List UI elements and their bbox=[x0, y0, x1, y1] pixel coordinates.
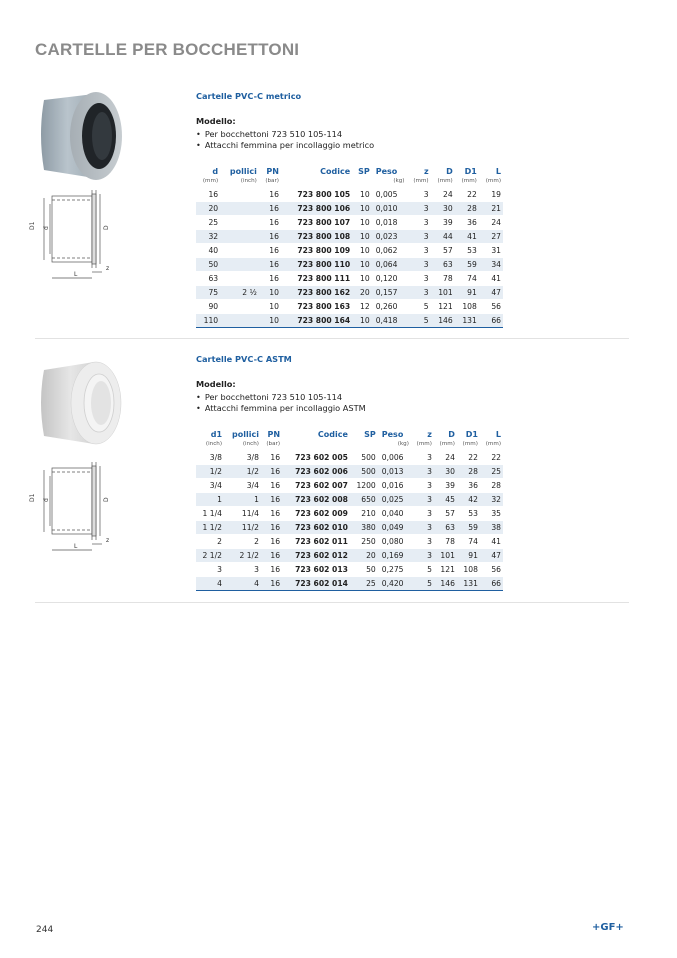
col-pn: 16 bbox=[259, 202, 281, 216]
col-z: 3 bbox=[411, 493, 434, 507]
column-header: Peso bbox=[381, 430, 404, 439]
dim-label-d: d bbox=[43, 226, 50, 230]
col-pollici bbox=[220, 314, 259, 328]
column-header: D1 bbox=[464, 167, 477, 176]
column-unit: (mm) bbox=[462, 441, 478, 447]
col-pollici bbox=[220, 258, 259, 272]
table-row bbox=[196, 202, 503, 216]
col-d: 25 bbox=[196, 216, 220, 230]
col-D: 24 bbox=[431, 188, 455, 202]
col-L: 25 bbox=[480, 465, 503, 479]
col-pollici bbox=[220, 216, 259, 230]
col-sp: 380 bbox=[350, 521, 378, 535]
column-header: z bbox=[427, 430, 432, 439]
section-title: Cartelle PVC-C ASTM bbox=[196, 354, 292, 364]
col-D: 24 bbox=[434, 451, 457, 465]
table-row bbox=[196, 244, 503, 258]
col-codice: 723 602 011 bbox=[282, 535, 350, 549]
col-d: 2 bbox=[196, 535, 224, 549]
col-L: 19 bbox=[479, 188, 503, 202]
col-sp: 10 bbox=[352, 314, 372, 328]
col-z: 3 bbox=[406, 244, 430, 258]
col-z: 3 bbox=[406, 272, 430, 286]
table-row bbox=[196, 479, 503, 493]
col-sp: 50 bbox=[350, 563, 378, 577]
column-unit: (bar) bbox=[265, 178, 279, 184]
spec-table-astm bbox=[196, 429, 503, 591]
col-pn: 16 bbox=[261, 493, 282, 507]
bullet-item: • Per bocchettoni 723 510 105-114 bbox=[196, 392, 366, 403]
column-header: pollici bbox=[229, 167, 257, 176]
col-z: 5 bbox=[406, 314, 430, 328]
col-L: 41 bbox=[480, 535, 503, 549]
col-codice: 723 602 014 bbox=[282, 577, 350, 591]
col-z: 3 bbox=[406, 230, 430, 244]
col-D1: 59 bbox=[457, 521, 480, 535]
col-D1: 131 bbox=[455, 314, 479, 328]
column-unit: (mm) bbox=[439, 441, 455, 447]
col-D1: 74 bbox=[455, 272, 479, 286]
table-row bbox=[196, 272, 503, 286]
col-codice: 723 800 108 bbox=[281, 230, 352, 244]
col-sp: 210 bbox=[350, 507, 378, 521]
col-peso: 0,016 bbox=[378, 479, 411, 493]
col-codice: 723 602 009 bbox=[282, 507, 350, 521]
col-codice: 723 800 164 bbox=[281, 314, 352, 328]
col-peso: 0,010 bbox=[372, 202, 407, 216]
table-row bbox=[196, 549, 503, 563]
col-L: 66 bbox=[480, 577, 503, 591]
col-peso: 0,275 bbox=[378, 563, 411, 577]
col-z: 3 bbox=[411, 549, 434, 563]
col-D: 63 bbox=[434, 521, 457, 535]
column-header: D bbox=[448, 430, 455, 439]
column-header: PN bbox=[267, 430, 281, 439]
col-codice: 723 602 005 bbox=[282, 451, 350, 465]
model-label: Modello: bbox=[196, 116, 236, 126]
col-pollici: 2 bbox=[224, 535, 261, 549]
col-pollici bbox=[220, 202, 259, 216]
col-pollici: 11/2 bbox=[224, 521, 261, 535]
header-row bbox=[196, 429, 503, 440]
table-row bbox=[196, 521, 503, 535]
col-peso: 0,013 bbox=[378, 465, 411, 479]
col-pn: 10 bbox=[259, 300, 281, 314]
col-peso: 0,025 bbox=[378, 493, 411, 507]
column-header: d1 bbox=[210, 430, 223, 439]
dim-label-d1: D1 bbox=[29, 221, 36, 230]
col-pn: 16 bbox=[261, 563, 282, 577]
col-sp: 1200 bbox=[350, 479, 378, 493]
col-sp: 500 bbox=[350, 451, 378, 465]
model-label: Modello: bbox=[196, 379, 236, 389]
col-z: 3 bbox=[406, 202, 430, 216]
col-L: 35 bbox=[480, 507, 503, 521]
column-header: SP bbox=[364, 430, 376, 439]
col-D: 78 bbox=[431, 272, 455, 286]
column-header: d bbox=[212, 167, 219, 176]
col-D: 57 bbox=[434, 507, 457, 521]
col-d: 20 bbox=[196, 202, 220, 216]
col-pollici: 4 bbox=[224, 577, 261, 591]
col-D: 121 bbox=[431, 300, 455, 314]
col-d: 1/2 bbox=[196, 465, 224, 479]
model-description bbox=[196, 379, 366, 414]
column-header: Codice bbox=[317, 430, 348, 439]
col-pn: 16 bbox=[261, 549, 282, 563]
column-unit: (mm) bbox=[416, 441, 432, 447]
col-pn: 16 bbox=[261, 451, 282, 465]
col-pollici: 3/4 bbox=[224, 479, 261, 493]
col-pn: 10 bbox=[259, 286, 281, 300]
col-D: 146 bbox=[431, 314, 455, 328]
col-d: 90 bbox=[196, 300, 220, 314]
dim-label-z: z bbox=[106, 537, 110, 544]
col-D1: 91 bbox=[457, 549, 480, 563]
divider bbox=[35, 338, 629, 339]
col-z: 3 bbox=[411, 521, 434, 535]
col-d: 2 1/2 bbox=[196, 549, 224, 563]
col-peso: 0,062 bbox=[372, 244, 407, 258]
column-unit: (inch) bbox=[240, 178, 257, 184]
col-pn: 16 bbox=[261, 507, 282, 521]
col-peso: 0,120 bbox=[372, 272, 407, 286]
column-unit: (bar) bbox=[266, 441, 281, 447]
column-unit bbox=[350, 440, 378, 451]
col-peso: 0,157 bbox=[372, 286, 407, 300]
column-unit: (mm) bbox=[413, 178, 429, 184]
col-D1: 22 bbox=[457, 451, 480, 465]
col-D1: 108 bbox=[455, 300, 479, 314]
col-z: 3 bbox=[406, 216, 430, 230]
column-unit bbox=[281, 177, 352, 188]
col-pn: 16 bbox=[259, 216, 281, 230]
col-z: 3 bbox=[406, 258, 430, 272]
col-D1: 53 bbox=[455, 244, 479, 258]
col-peso: 0,260 bbox=[372, 300, 407, 314]
col-D1: 28 bbox=[455, 202, 479, 216]
column-unit: (mm) bbox=[202, 178, 219, 184]
table-row bbox=[196, 300, 503, 314]
col-d: 3 bbox=[196, 563, 224, 577]
col-D1: 22 bbox=[455, 188, 479, 202]
divider bbox=[35, 602, 629, 603]
col-codice: 723 800 105 bbox=[281, 188, 352, 202]
table-row bbox=[196, 493, 503, 507]
column-header: pollici bbox=[232, 430, 259, 439]
col-L: 66 bbox=[479, 314, 503, 328]
col-sp: 10 bbox=[352, 188, 372, 202]
col-pn: 16 bbox=[261, 577, 282, 591]
col-codice: 723 800 109 bbox=[281, 244, 352, 258]
col-pollici bbox=[220, 188, 259, 202]
col-pn: 16 bbox=[259, 188, 281, 202]
dim-label-d1: D1 bbox=[29, 493, 36, 502]
col-pollici bbox=[220, 244, 259, 258]
col-D1: 131 bbox=[457, 577, 480, 591]
col-sp: 20 bbox=[350, 549, 378, 563]
model-description bbox=[196, 116, 374, 151]
col-peso: 0,169 bbox=[378, 549, 411, 563]
col-codice: 723 800 163 bbox=[281, 300, 352, 314]
bullet-item: • Attacchi femmina per incollaggio ASTM bbox=[196, 403, 366, 414]
col-sp: 10 bbox=[352, 202, 372, 216]
col-pollici: 1 bbox=[224, 493, 261, 507]
table-row bbox=[196, 535, 503, 549]
col-z: 3 bbox=[406, 286, 430, 300]
col-peso: 0,420 bbox=[378, 577, 411, 591]
table-row bbox=[196, 451, 503, 465]
col-L: 47 bbox=[480, 549, 503, 563]
column-header: L bbox=[495, 430, 501, 439]
table-row bbox=[196, 188, 503, 202]
column-header: SP bbox=[358, 167, 370, 176]
col-D: 39 bbox=[434, 479, 457, 493]
table-row bbox=[196, 286, 503, 300]
page-title: CARTELLE PER BOCCHETTONI bbox=[35, 40, 300, 59]
col-peso: 0,080 bbox=[378, 535, 411, 549]
col-d: 16 bbox=[196, 188, 220, 202]
col-sp: 12 bbox=[352, 300, 372, 314]
col-z: 3 bbox=[411, 535, 434, 549]
col-d: 1 1/2 bbox=[196, 521, 224, 535]
col-L: 31 bbox=[479, 244, 503, 258]
col-D1: 36 bbox=[455, 216, 479, 230]
col-codice: 723 800 111 bbox=[281, 272, 352, 286]
column-header: Peso bbox=[375, 167, 398, 176]
bullet-item: • Per bocchettoni 723 510 105-114 bbox=[196, 129, 374, 140]
col-D: 78 bbox=[434, 535, 457, 549]
technical-drawing-astm bbox=[30, 462, 125, 557]
col-codice: 723 602 010 bbox=[282, 521, 350, 535]
column-unit: (mm) bbox=[461, 178, 477, 184]
col-peso: 0,005 bbox=[372, 188, 407, 202]
col-codice: 723 800 106 bbox=[281, 202, 352, 216]
column-unit: (inch) bbox=[205, 441, 223, 447]
col-D: 57 bbox=[431, 244, 455, 258]
col-d: 1 1/4 bbox=[196, 507, 224, 521]
col-peso: 0,040 bbox=[378, 507, 411, 521]
col-L: 38 bbox=[480, 521, 503, 535]
col-L: 34 bbox=[479, 258, 503, 272]
col-pollici: 1/2 bbox=[224, 465, 261, 479]
col-d: 3/8 bbox=[196, 451, 224, 465]
col-D1: 42 bbox=[457, 493, 480, 507]
col-codice: 723 800 162 bbox=[281, 286, 352, 300]
col-L: 24 bbox=[479, 216, 503, 230]
col-z: 5 bbox=[411, 577, 434, 591]
col-sp: 250 bbox=[350, 535, 378, 549]
col-pn: 10 bbox=[259, 314, 281, 328]
col-z: 3 bbox=[411, 507, 434, 521]
column-unit: (inch) bbox=[242, 441, 259, 447]
table-row bbox=[196, 314, 503, 328]
dim-label-L: L bbox=[74, 271, 78, 278]
col-D: 30 bbox=[431, 202, 455, 216]
table-row bbox=[196, 465, 503, 479]
column-header: z bbox=[423, 167, 429, 176]
col-peso: 0,418 bbox=[372, 314, 407, 328]
table-row bbox=[196, 258, 503, 272]
col-pollici: 11/4 bbox=[224, 507, 261, 521]
dim-label-L: L bbox=[74, 543, 78, 550]
col-d: 75 bbox=[196, 286, 220, 300]
col-L: 32 bbox=[480, 493, 503, 507]
col-L: 22 bbox=[480, 451, 503, 465]
col-pn: 16 bbox=[259, 258, 281, 272]
col-peso: 0,023 bbox=[372, 230, 407, 244]
column-header: D1 bbox=[465, 430, 478, 439]
column-unit: (kg) bbox=[393, 178, 405, 184]
product-photo-metric bbox=[36, 86, 126, 186]
col-pollici bbox=[220, 230, 259, 244]
col-pollici bbox=[220, 300, 259, 314]
col-D: 44 bbox=[431, 230, 455, 244]
column-unit bbox=[352, 177, 372, 188]
col-D: 101 bbox=[431, 286, 455, 300]
col-D1: 36 bbox=[457, 479, 480, 493]
table-row bbox=[196, 507, 503, 521]
col-D: 146 bbox=[434, 577, 457, 591]
column-header: PN bbox=[266, 167, 279, 176]
col-sp: 25 bbox=[350, 577, 378, 591]
col-codice: 723 602 006 bbox=[282, 465, 350, 479]
col-peso: 0,018 bbox=[372, 216, 407, 230]
col-z: 5 bbox=[411, 563, 434, 577]
bullet-item: • Attacchi femmina per incollaggio metrico bbox=[196, 140, 374, 151]
technical-drawing-metric bbox=[30, 190, 125, 285]
col-z: 3 bbox=[411, 451, 434, 465]
col-pn: 16 bbox=[261, 521, 282, 535]
col-pn: 16 bbox=[261, 479, 282, 493]
dim-label-d: d bbox=[43, 498, 50, 502]
dim-label-z: z bbox=[106, 265, 110, 272]
col-sp: 10 bbox=[352, 272, 372, 286]
col-d: 1 bbox=[196, 493, 224, 507]
col-D1: 28 bbox=[457, 465, 480, 479]
table-row bbox=[196, 563, 503, 577]
col-sp: 10 bbox=[352, 216, 372, 230]
col-D1: 41 bbox=[455, 230, 479, 244]
col-z: 3 bbox=[411, 479, 434, 493]
col-D1: 91 bbox=[455, 286, 479, 300]
col-codice: 723 602 013 bbox=[282, 563, 350, 577]
col-L: 56 bbox=[479, 300, 503, 314]
product-photo-astm bbox=[38, 356, 128, 451]
col-D: 121 bbox=[434, 563, 457, 577]
column-unit: (mm) bbox=[485, 441, 501, 447]
header-row bbox=[196, 166, 503, 177]
col-codice: 723 800 107 bbox=[281, 216, 352, 230]
col-z: 5 bbox=[406, 300, 430, 314]
col-sp: 20 bbox=[352, 286, 372, 300]
col-d: 63 bbox=[196, 272, 220, 286]
col-pn: 16 bbox=[261, 535, 282, 549]
column-unit: (mm) bbox=[485, 178, 501, 184]
spec-table-metric bbox=[196, 166, 503, 328]
col-D: 101 bbox=[434, 549, 457, 563]
col-d: 40 bbox=[196, 244, 220, 258]
col-d: 50 bbox=[196, 258, 220, 272]
table-row bbox=[196, 577, 503, 591]
unit-row bbox=[196, 440, 503, 451]
column-unit: (mm) bbox=[437, 178, 453, 184]
col-d: 110 bbox=[196, 314, 220, 328]
col-pollici: 2 1/2 bbox=[224, 549, 261, 563]
col-pollici: 2 ½ bbox=[220, 286, 259, 300]
col-pn: 16 bbox=[259, 244, 281, 258]
col-codice: 723 602 012 bbox=[282, 549, 350, 563]
col-D1: 74 bbox=[457, 535, 480, 549]
col-d: 3/4 bbox=[196, 479, 224, 493]
col-L: 27 bbox=[479, 230, 503, 244]
col-codice: 723 602 008 bbox=[282, 493, 350, 507]
col-pn: 16 bbox=[259, 272, 281, 286]
col-codice: 723 602 007 bbox=[282, 479, 350, 493]
col-D1: 108 bbox=[457, 563, 480, 577]
col-L: 47 bbox=[479, 286, 503, 300]
col-pollici: 3/8 bbox=[224, 451, 261, 465]
col-D1: 53 bbox=[457, 507, 480, 521]
col-peso: 0,006 bbox=[378, 451, 411, 465]
col-sp: 10 bbox=[352, 244, 372, 258]
col-peso: 0,049 bbox=[378, 521, 411, 535]
col-sp: 10 bbox=[352, 230, 372, 244]
column-unit bbox=[282, 440, 350, 451]
col-L: 21 bbox=[479, 202, 503, 216]
col-D: 30 bbox=[434, 465, 457, 479]
col-d: 4 bbox=[196, 577, 224, 591]
col-L: 41 bbox=[479, 272, 503, 286]
col-sp: 650 bbox=[350, 493, 378, 507]
section-title: Cartelle PVC-C metrico bbox=[196, 91, 302, 101]
col-D: 45 bbox=[434, 493, 457, 507]
column-header: D bbox=[446, 167, 453, 176]
page-number: 244 bbox=[36, 925, 54, 935]
column-unit: (kg) bbox=[397, 441, 409, 447]
dim-label-D: D bbox=[103, 497, 110, 502]
col-pollici bbox=[220, 272, 259, 286]
col-D1: 59 bbox=[455, 258, 479, 272]
col-D: 39 bbox=[431, 216, 455, 230]
col-pn: 16 bbox=[259, 230, 281, 244]
col-L: 28 bbox=[480, 479, 503, 493]
col-D: 63 bbox=[431, 258, 455, 272]
col-L: 56 bbox=[480, 563, 503, 577]
column-header: Codice bbox=[320, 167, 351, 176]
col-peso: 0,064 bbox=[372, 258, 407, 272]
col-pn: 16 bbox=[261, 465, 282, 479]
column-header: L bbox=[495, 167, 501, 176]
col-d: 32 bbox=[196, 230, 220, 244]
dim-label-D: D bbox=[103, 225, 110, 230]
unit-row bbox=[196, 177, 503, 188]
col-sp: 500 bbox=[350, 465, 378, 479]
col-z: 3 bbox=[406, 188, 430, 202]
col-pollici: 3 bbox=[224, 563, 261, 577]
col-codice: 723 800 110 bbox=[281, 258, 352, 272]
col-sp: 10 bbox=[352, 258, 372, 272]
table-row bbox=[196, 216, 503, 230]
gf-logo: +GF+ bbox=[592, 922, 624, 933]
table-row bbox=[196, 230, 503, 244]
col-z: 3 bbox=[411, 465, 434, 479]
